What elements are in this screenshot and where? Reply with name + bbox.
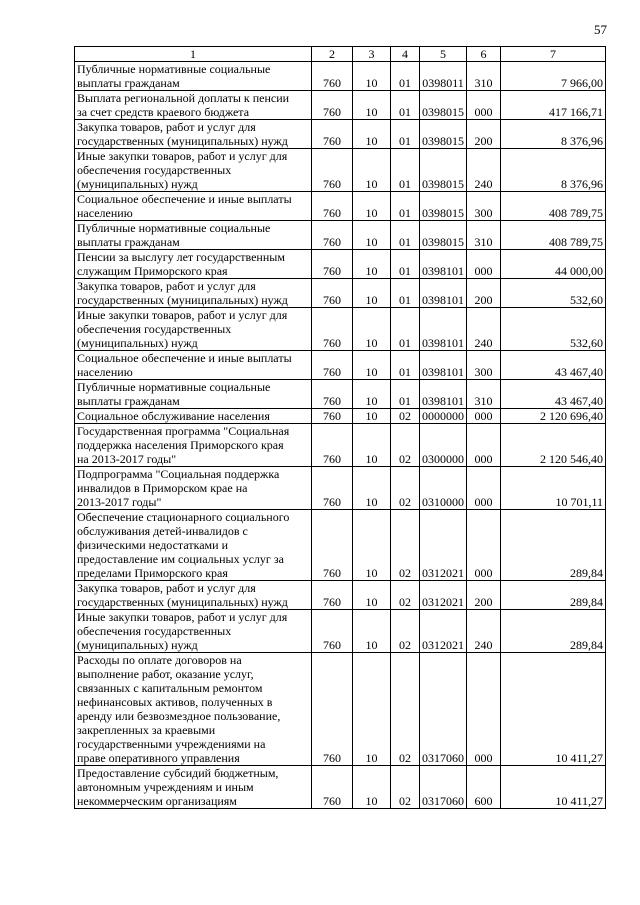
col-7-amount: 43 467,40 (501, 380, 606, 409)
table-row (75, 610, 606, 653)
col-7-amount: 43 467,40 (501, 351, 606, 380)
col-2-code: 760 (312, 120, 353, 149)
col-2-code: 760 (312, 610, 353, 653)
col-2-code: 760 (312, 62, 353, 91)
col-5-code: 0398101 (420, 380, 467, 409)
page-number: 57 (594, 22, 607, 37)
col-4-code: 01 (391, 279, 420, 308)
col-4-code: 02 (391, 510, 420, 581)
col-2-code: 760 (312, 409, 353, 424)
table-row (75, 120, 606, 149)
table-row (75, 279, 606, 308)
col-3-code: 10 (353, 380, 391, 409)
col-2-code: 760 (312, 510, 353, 581)
col-6-code: 000 (467, 250, 501, 279)
col-header: 3 (353, 47, 391, 62)
col-4-code: 02 (391, 467, 420, 510)
col-6-code: 240 (467, 149, 501, 192)
col-2-code: 760 (312, 351, 353, 380)
row-name: Закупка товаров, работ и услуг для государственных (муниципальных) нужд (75, 581, 312, 610)
col-6-code: 000 (467, 409, 501, 424)
col-4-code: 01 (391, 221, 420, 250)
col-7-amount: 2 120 696,40 (501, 409, 606, 424)
col-4-code: 01 (391, 308, 420, 351)
col-5-code: 0310000 (420, 467, 467, 510)
col-2-code: 760 (312, 250, 353, 279)
col-6-code: 240 (467, 610, 501, 653)
col-7-amount: 10 411,27 (501, 653, 606, 766)
row-name: Обеспечение стационарного социального обслуживания детей-инвалидов с физическими недостатками и предоставление им социальных услуг за пределами Приморского края (75, 510, 312, 581)
col-5-code: 0000000 (420, 409, 467, 424)
col-2-code: 760 (312, 766, 353, 809)
col-3-code: 10 (353, 120, 391, 149)
col-7-amount: 532,60 (501, 308, 606, 351)
col-4-code: 01 (391, 149, 420, 192)
col-2-code: 760 (312, 308, 353, 351)
row-name: Публичные нормативные социальные выплаты гражданам (75, 62, 312, 91)
col-5-code: 0317060 (420, 766, 467, 809)
col-4-code: 02 (391, 610, 420, 653)
col-6-code: 310 (467, 62, 501, 91)
row-name: Социальное обеспечение и иные выплаты населению (75, 351, 312, 380)
col-3-code: 10 (353, 221, 391, 250)
col-3-code: 10 (353, 308, 391, 351)
col-3-code: 10 (353, 766, 391, 809)
table-row (75, 91, 606, 120)
col-2-code: 760 (312, 424, 353, 467)
row-name: Предоставление субсидий бюджетным, автономным учреждениям и иным некоммерческим организациям (75, 766, 312, 809)
table-row (75, 581, 606, 610)
col-6-code: 200 (467, 120, 501, 149)
col-2-code: 760 (312, 149, 353, 192)
col-4-code: 02 (391, 424, 420, 467)
col-3-code: 10 (353, 62, 391, 91)
col-header: 5 (420, 47, 467, 62)
col-6-code: 000 (467, 510, 501, 581)
row-name: Иные закупки товаров, работ и услуг для обеспечения государственных (муниципальных) нужд (75, 149, 312, 192)
col-2-code: 760 (312, 192, 353, 221)
col-7-amount: 44 000,00 (501, 250, 606, 279)
col-5-code: 0398101 (420, 308, 467, 351)
table-row (75, 62, 606, 91)
col-5-code: 0312021 (420, 581, 467, 610)
col-4-code: 02 (391, 581, 420, 610)
row-name: Пенсии за выслугу лет государственным служащим Приморского края (75, 250, 312, 279)
col-3-code: 10 (353, 250, 391, 279)
header-row (75, 47, 606, 62)
col-3-code: 10 (353, 149, 391, 192)
col-5-code: 0317060 (420, 653, 467, 766)
col-2-code: 760 (312, 91, 353, 120)
col-7-amount: 10 411,27 (501, 766, 606, 809)
col-6-code: 200 (467, 581, 501, 610)
col-5-code: 0398015 (420, 120, 467, 149)
row-name: Иные закупки товаров, работ и услуг для обеспечения государственных (муниципальных) нужд (75, 308, 312, 351)
col-3-code: 10 (353, 610, 391, 653)
col-6-code: 300 (467, 351, 501, 380)
table-row (75, 766, 606, 809)
row-name: Публичные нормативные социальные выплаты гражданам (75, 221, 312, 250)
col-3-code: 10 (353, 409, 391, 424)
col-5-code: 0312021 (420, 610, 467, 653)
col-5-code: 0398015 (420, 149, 467, 192)
row-name: Государственная программа "Социальная поддержка населения Приморского края на 2013-2017 годы" (75, 424, 312, 467)
col-2-code: 760 (312, 653, 353, 766)
col-4-code: 01 (391, 192, 420, 221)
col-5-code: 0300000 (420, 424, 467, 467)
col-6-code: 310 (467, 380, 501, 409)
col-7-amount: 7 966,00 (501, 62, 606, 91)
table-row (75, 409, 606, 424)
col-5-code: 0398015 (420, 192, 467, 221)
col-3-code: 10 (353, 653, 391, 766)
col-6-code: 240 (467, 308, 501, 351)
row-name: Социальное обеспечение и иные выплаты населению (75, 192, 312, 221)
col-7-amount: 289,84 (501, 510, 606, 581)
col-7-amount: 289,84 (501, 610, 606, 653)
budget-table (74, 46, 606, 809)
col-7-amount: 2 120 546,40 (501, 424, 606, 467)
col-6-code: 000 (467, 424, 501, 467)
col-5-code: 0398101 (420, 351, 467, 380)
col-6-code: 000 (467, 467, 501, 510)
table-row (75, 467, 606, 510)
row-name: Выплата региональной доплаты к пенсии за счет средств краевого бюджета (75, 91, 312, 120)
col-4-code: 02 (391, 653, 420, 766)
col-6-code: 300 (467, 192, 501, 221)
col-5-code: 0398101 (420, 279, 467, 308)
col-3-code: 10 (353, 510, 391, 581)
table-row (75, 351, 606, 380)
col-header: 7 (501, 47, 606, 62)
table-row (75, 250, 606, 279)
row-name: Закупка товаров, работ и услуг для государственных (муниципальных) нужд (75, 120, 312, 149)
col-header: 6 (467, 47, 501, 62)
col-header: 2 (312, 47, 353, 62)
col-3-code: 10 (353, 91, 391, 120)
col-4-code: 02 (391, 766, 420, 809)
table-row (75, 424, 606, 467)
col-5-code: 0398015 (420, 221, 467, 250)
col-5-code: 0398101 (420, 250, 467, 279)
col-3-code: 10 (353, 424, 391, 467)
col-7-amount: 8 376,96 (501, 120, 606, 149)
table-row (75, 221, 606, 250)
col-header: 4 (391, 47, 420, 62)
col-7-amount: 532,60 (501, 279, 606, 308)
col-4-code: 01 (391, 351, 420, 380)
row-name: Расходы по оплате договоров на выполнение работ, оказание услуг, связанных с капитальным ремонтом нефинансовых активов, полученных в аренду или безвозмездное пользование, закрепленных за краевыми государственными учреждениями на праве оперативного управления (75, 653, 312, 766)
row-name: Подпрограмма "Социальная поддержка инвалидов в Приморском крае на 2013-2017 годы" (75, 467, 312, 510)
table-row (75, 510, 606, 581)
col-6-code: 600 (467, 766, 501, 809)
col-header: 1 (75, 47, 312, 62)
col-3-code: 10 (353, 581, 391, 610)
col-4-code: 02 (391, 409, 420, 424)
col-2-code: 760 (312, 581, 353, 610)
row-name: Закупка товаров, работ и услуг для государственных (муниципальных) нужд (75, 279, 312, 308)
col-6-code: 310 (467, 221, 501, 250)
col-3-code: 10 (353, 192, 391, 221)
row-name: Иные закупки товаров, работ и услуг для обеспечения государственных (муниципальных) нужд (75, 610, 312, 653)
col-6-code: 000 (467, 653, 501, 766)
col-7-amount: 408 789,75 (501, 192, 606, 221)
col-5-code: 0398011 (420, 62, 467, 91)
col-2-code: 760 (312, 279, 353, 308)
table-row (75, 653, 606, 766)
row-name: Публичные нормативные социальные выплаты гражданам (75, 380, 312, 409)
table-row (75, 149, 606, 192)
col-6-code: 200 (467, 279, 501, 308)
col-7-amount: 10 701,11 (501, 467, 606, 510)
table-row (75, 308, 606, 351)
table-row (75, 380, 606, 409)
col-7-amount: 289,84 (501, 581, 606, 610)
col-2-code: 760 (312, 221, 353, 250)
col-7-amount: 8 376,96 (501, 149, 606, 192)
col-3-code: 10 (353, 351, 391, 380)
col-4-code: 01 (391, 250, 420, 279)
col-7-amount: 408 789,75 (501, 221, 606, 250)
col-4-code: 01 (391, 91, 420, 120)
col-5-code: 0398015 (420, 91, 467, 120)
col-4-code: 01 (391, 380, 420, 409)
col-7-amount: 417 166,71 (501, 91, 606, 120)
col-2-code: 760 (312, 467, 353, 510)
col-3-code: 10 (353, 467, 391, 510)
col-6-code: 000 (467, 91, 501, 120)
row-name: Социальное обслуживание населения (75, 409, 312, 424)
col-4-code: 01 (391, 120, 420, 149)
col-2-code: 760 (312, 380, 353, 409)
col-4-code: 01 (391, 62, 420, 91)
col-3-code: 10 (353, 279, 391, 308)
table-row (75, 192, 606, 221)
col-5-code: 0312021 (420, 510, 467, 581)
